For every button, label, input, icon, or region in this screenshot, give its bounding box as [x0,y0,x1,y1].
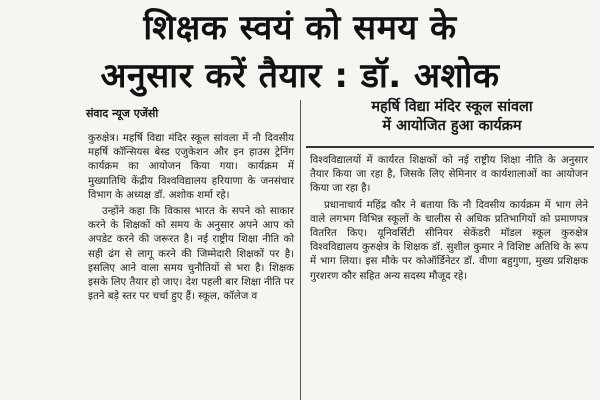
headline [0,4,600,100]
subheadline-underline [306,146,594,148]
article-paragraph: उन्होंने कहा कि विकास भारत के सपने को साकार करने के शिक्षकों को समय के अनुसार अपने आप को अपडेट करने की जरूरत है। नई राष्ट्रीय शिक्षा नीति को सही ढंग से लागू करने की जिम्मेदारी शिक्षकों पर है। इसलिए आने वाला समय चुनौतियों से भरा है। शिक्षक इसके लिए तैयार हो जाए। देश पहली बार शिक्षा नीति पर इतने बड़े स्तर पर चर्चा हुए हैं। स्कूल, कॉलेज व [88,206,294,303]
headline-line-2: अनुसार करें तैयार : डॉ. अशोक [100,56,500,96]
right-column [310,154,588,286]
subheadline [318,98,586,136]
headline-line-1: शिक्षक स्वयं को समय के [143,8,457,48]
article-paragraph: कुरुक्षेत्र। महर्षि विद्या मंदिर स्कूल सांवला में नौ दिवसीय महर्षि कॉन्सियस बेस्ड एजुकेशन और इन हाउस ट्रेनिंग कार्यक्रम का आयोजन किया गया। कार्यक्रम में मुख्यातिथि केंद्रीय विश्वविद्यालय हरियाणा के जनसंचार विभाग के अध्यक्ष डॉ. अशोक शर्मा रहे। [88,133,294,201]
column-divider [300,100,301,400]
left-column [88,132,294,306]
subheadline-line-1: महर्षि विद्या मंदिर स्कूल सांवला [371,99,533,115]
article-paragraph: प्रधानाचार्य महिंद्र कौर ने बताया कि नौ दिवसीय कार्यक्रम में भाग लेने वाले लगभग विभिन्न स्कूलों के चालीस से अधिक प्रतिभागियों को प्रमाणपत्र वितरित किए। यूनिवर्सिटी सीनियर सेकेंडरी मॉडल स्कूल कुरुक्षेत्र विश्वविद्यालय कुरुक्षेत्र के शिक्षक डॉ. सुशील कुमार ने विशिष्ट अतिथि के रूप में भाग लिया। इस मौके पर कोऑर्डिनेटर डॉ. वीणा बहुगुणा, मुख्य प्रशिक्षक गुरशरण कौर सहित अन्य सदस्य मौजूद रहे। [310,199,588,282]
article-paragraph: विश्वविद्यालयों में कार्यरत शिक्षकों को नई राष्ट्रीय शिक्षा नीति के अनुसार तैयार किया जा रहा है, जिसके लिए सेमिनार व कार्यशालाओं का आयोजन किया जा रहा है। [310,155,588,195]
subheadline-line-2: में आयोजित हुआ कार्यक्रम [382,118,522,134]
byline: संवाद न्यूज एजेंसी [86,107,159,120]
